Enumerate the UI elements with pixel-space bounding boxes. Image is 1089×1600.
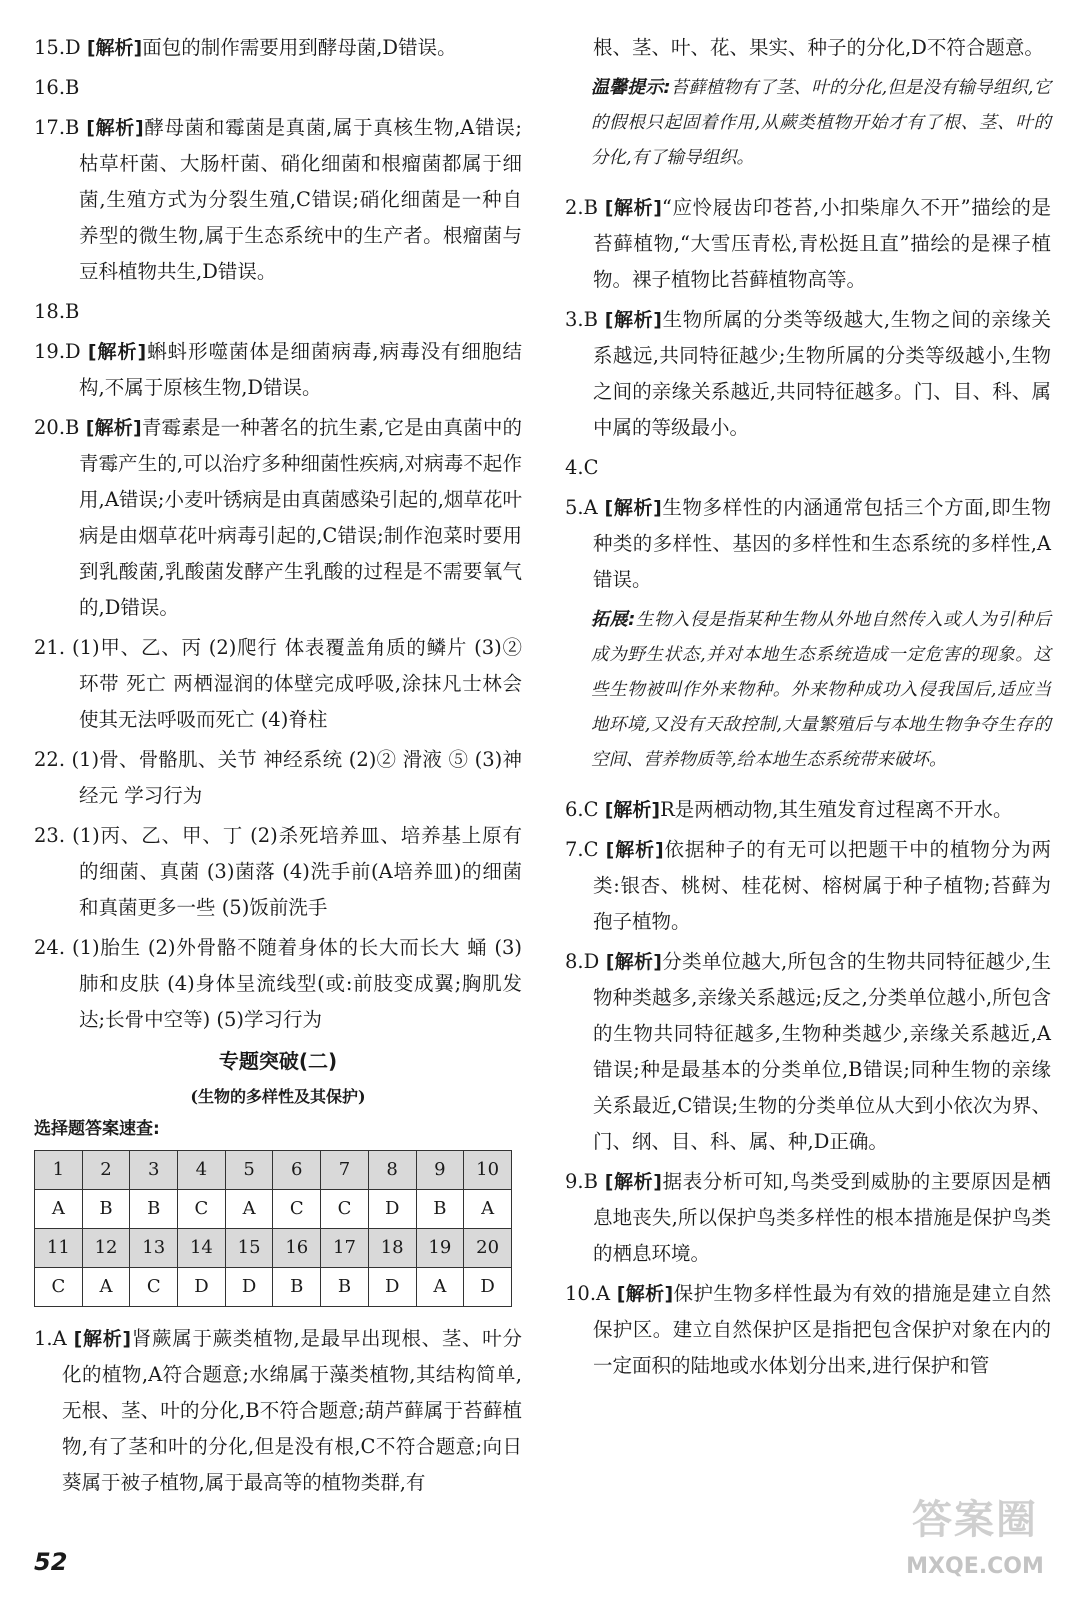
- question-number-cell: 6: [273, 1151, 321, 1190]
- answer-number: 7.C: [565, 838, 599, 861]
- analysis-tag: [解析]: [605, 839, 664, 861]
- answer-number: 19.D: [34, 340, 81, 363]
- analysis-tag: [解析]: [604, 1171, 662, 1193]
- answer-item: [565, 792, 1051, 828]
- question-number-cell: 18: [368, 1229, 416, 1268]
- answer-number: 16.B: [34, 76, 80, 99]
- question-number-cell: 11: [35, 1229, 83, 1268]
- analysis-tag: [解析]: [604, 309, 662, 331]
- question-number-cell: 15: [225, 1229, 273, 1268]
- answer-text: 蝌蚪形噬菌体是细菌病毒,病毒没有细胞结构,不属于原核生物,D错误。: [79, 340, 522, 399]
- answer-table-number-row: [35, 1229, 512, 1268]
- question-number-cell: 8: [368, 1151, 416, 1190]
- answer-cell: B: [82, 1190, 130, 1229]
- right-answer-list-b: [565, 792, 1051, 1384]
- answer-item: [34, 410, 522, 626]
- answer-table-answer-row: [35, 1190, 512, 1229]
- answer-number: 6.C: [565, 798, 599, 821]
- question-number-cell: 10: [464, 1151, 512, 1190]
- answer-number: 22.: [34, 748, 66, 771]
- question-number-cell: 1: [35, 1151, 83, 1190]
- quick-answer-label: 选择题答案速查:: [34, 1119, 160, 1139]
- analysis-tag: [解析]: [604, 197, 662, 219]
- question-number-cell: 7: [321, 1151, 369, 1190]
- answer-number: 23.: [34, 824, 66, 847]
- answer-text: 分类单位越大,所包含的生物共同特征越少,生物种类越多,亲缘关系越远;反之,分类单位越小,所包含的生物共同特征越多,生物种类越少,亲缘关系越近,A错误;种是最基本的分类单位,B错误;同种生物的亲缘关系最近,C错误;生物的分类单位从大到小依次为界、门、纲、目、科、属、种,D正确。: [593, 950, 1052, 1153]
- answer-number: 18.B: [34, 300, 80, 323]
- answer-cell: C: [321, 1190, 369, 1229]
- answer-number: 2.B: [565, 196, 598, 219]
- analysis-tag: [解析]: [86, 37, 143, 59]
- question-number-cell: 5: [225, 1151, 273, 1190]
- extension-text: 生物入侵是指某种生物从外地自然传入或人为引种后成为野生状态,并对本地生态系统造成一定危害的现象。这些生物被叫作外来物种。外来物种成功入侵我国后,适应当地环境,又没有天敌控制,大量繁殖后与本地生物争夺生存的空间、营养物质等,给本地生态系统带来破坏。: [591, 610, 1051, 770]
- answer-item: [34, 334, 522, 406]
- answer-table-answer-row: [35, 1268, 512, 1307]
- watermark-url: MXQE.COM: [906, 1554, 1044, 1579]
- question-number-cell: 13: [130, 1229, 178, 1268]
- answer-item: [565, 450, 1051, 486]
- answer-cell: A: [82, 1268, 130, 1307]
- watermark-text: 答案圈: [912, 1497, 1038, 1543]
- analysis-tag: [解析]: [604, 497, 662, 519]
- answer-item: [34, 110, 522, 290]
- answer-item: [565, 832, 1051, 940]
- answer-table-number-row: [35, 1151, 512, 1190]
- answer-item: [34, 630, 522, 738]
- answer-text: 生物所属的分类等级越大,生物之间的亲缘关系越远,共同特征越少;生物所属的分类等级越小,生物之间的亲缘关系越近,共同特征越多。门、目、科、属中属的等级最小。: [593, 308, 1052, 439]
- answer-item: [565, 302, 1051, 446]
- answer-text: 据表分析可知,鸟类受到威胁的主要原因是栖息地丧失,所以保护鸟类多样性的根本措施是保护鸟类的栖息环境。: [593, 1170, 1052, 1265]
- answer-item: [565, 1164, 1051, 1272]
- question-number-cell: 9: [416, 1151, 464, 1190]
- question-number-cell: 3: [130, 1151, 178, 1190]
- answer-number: 9.B: [565, 1170, 598, 1193]
- answer-cell: D: [368, 1190, 416, 1229]
- answer-cell: C: [130, 1268, 178, 1307]
- answer-number: 24.: [34, 936, 66, 959]
- watermark-logo: [890, 1492, 1060, 1592]
- answer-item: [34, 294, 522, 330]
- answer-cell: C: [35, 1268, 83, 1307]
- left-column: [34, 30, 522, 1505]
- answer-cell: C: [178, 1190, 226, 1229]
- answer-cell: A: [35, 1190, 83, 1229]
- answer-item: 1.A [解析]肾蕨属于蕨类植物,是最早出现根、茎、叶分化的植物,A符合题意;水绵属于藻类植物,其结构简单,无根、茎、叶的分化,B不符合题意;葫芦藓属于苔藓植物,有了茎和叶的分化,但是没有根,C不符合题意;向日葵属于被子植物,属于最高等的植物类群,有: [34, 1327, 523, 1494]
- answer-cell: C: [273, 1190, 321, 1229]
- question-number-cell: 16: [273, 1229, 321, 1268]
- answer-item: [34, 930, 522, 1038]
- answer-item: [565, 490, 1051, 598]
- analysis-tag: [解析]: [87, 341, 147, 363]
- answer-text: (1)骨、骨骼肌、关节 神经系统 (2)② 滑液 ⑤ (3)神经元 学习行为: [71, 748, 523, 807]
- page-number: 52: [34, 1548, 68, 1576]
- question-number-cell: 20: [464, 1229, 512, 1268]
- question-number-cell: 12: [82, 1229, 130, 1268]
- tip-box: [591, 70, 1051, 176]
- answer-table: [34, 1150, 512, 1307]
- answer-number: 15.D: [34, 36, 81, 59]
- answer-text: “应怜屐齿印苍苔,小扣柴扉久不开”描绘的是苔藓植物,“大雪压青松,青松挺且直”描绘的是裸子植物。裸子植物比苔藓植物高等。: [593, 196, 1051, 291]
- left-answer-list: [34, 30, 522, 1038]
- answer-text: 生物多样性的内涵通常包括三个方面,即生物种类的多样性、基因的多样性和生态系统的多样性,A错误。: [593, 496, 1051, 591]
- answer-text: (1)丙、乙、甲、丁 (2)杀死培养皿、培养基上原有的细菌、真菌 (3)菌落 (4)洗手前(A培养皿)的细菌和真菌更多一些 (5)饭前洗手: [72, 824, 522, 919]
- answer-cell: B: [321, 1268, 369, 1307]
- answer-text: 青霉素是一种著名的抗生素,它是由真菌中的青霉产生的,可以治疗多种细菌性疾病,对病毒不起作用,A错误;小麦叶锈病是由真菌感染引起的,烟草花叶病是由烟草花叶病毒引起的,C错误;制作泡菜时要用到乳酸菌,乳酸菌发酵产生乳酸的过程是不需要氧气的,D错误。: [79, 416, 523, 619]
- answer-item: [565, 190, 1051, 298]
- answer-cell: A: [464, 1190, 512, 1229]
- tip-text: 苔藓植物有了茎、叶的分化,但是没有输导组织,它的假根只起固着作用,从蕨类植物开始才有了根、茎、叶的分化,有了输导组织。: [591, 78, 1052, 168]
- answer-text: 保护生物多样性最为有效的措施是建立自然保护区。建立自然保护区是指把包含保护对象在内的一定面积的陆地或水体划分出来,进行保护和管: [593, 1282, 1051, 1377]
- answer-cell: B: [273, 1268, 321, 1307]
- answer-item: [34, 818, 522, 926]
- answer-number: 3.B: [565, 308, 598, 331]
- analysis-tag: [解析]: [86, 117, 144, 139]
- continued-text: 根、茎、叶、花、果实、种子的分化,D不符合题意。: [593, 36, 1044, 59]
- answer-number: 20.B: [34, 416, 80, 439]
- answer-item: [34, 742, 522, 814]
- answer-number: 17.B: [34, 116, 80, 139]
- answer-cell: B: [416, 1190, 464, 1229]
- right-answer-list-a: [565, 190, 1051, 598]
- answer-number: 4.C: [565, 456, 599, 479]
- extension-box: [591, 602, 1051, 778]
- answer-text: R是两栖动物,其生殖发育过程离不开水。: [660, 798, 1013, 821]
- answer-cell: D: [464, 1268, 512, 1307]
- answer-cell: B: [130, 1190, 178, 1229]
- answer-number: 8.D: [565, 950, 600, 973]
- analysis-tag: [解析]: [85, 417, 142, 439]
- question-number-cell: 19: [416, 1229, 464, 1268]
- answer-text: 依据种子的有无可以把题干中的植物分为两类:银杏、桃树、桂花树、榕树属于种子植物;苔藓为孢子植物。: [593, 838, 1051, 933]
- answer-text: 酵母菌和霉菌是真菌,属于真核生物,A错误;枯草杆菌、大肠杆菌、硝化细菌和根瘤菌都属于细菌,生殖方式为分裂生殖,C错误;硝化细菌是一种自养型的微生物,属于生态系统中的生产者。根瘤菌与豆科植物共生,D错误。: [79, 116, 522, 283]
- answer-cell: D: [178, 1268, 226, 1307]
- answer-item: [565, 1276, 1051, 1384]
- answer-cell: D: [225, 1268, 273, 1307]
- answer-item: [34, 30, 522, 66]
- tip-label: 温馨提示:: [591, 77, 671, 98]
- question-number-cell: 4: [178, 1151, 226, 1190]
- answer-number: 10.A: [565, 1282, 611, 1305]
- section-subtitle: (生物的多样性及其保护): [190, 1087, 366, 1106]
- question-number-cell: 14: [178, 1229, 226, 1268]
- answer-text: (1)甲、乙、丙 (2)爬行 体表覆盖角质的鳞片 (3)② 环带 死亡 两栖湿润的体壁完成呼吸,涂抹凡士林会使其无法呼吸而死亡 (4)脊柱: [72, 636, 522, 731]
- extension-label: 拓展:: [591, 609, 636, 630]
- right-column: [565, 30, 1051, 1388]
- analysis-tag: [解析]: [605, 951, 662, 973]
- answer-number: 21.: [34, 636, 66, 659]
- answer-text: (1)胎生 (2)外骨骼不随着身体的长大而长大 蛹 (3)肺和皮肤 (4)身体呈流线型(或:前肢变成翼;胸肌发达;长骨中空等) (5)学习行为: [72, 936, 522, 1031]
- answer-item: [565, 944, 1051, 1160]
- answer-item: [34, 70, 522, 106]
- section-title: 专题突破(二): [218, 1049, 338, 1073]
- analysis-tag: [解析]: [616, 1283, 674, 1305]
- analysis-tag: [解析]: [604, 799, 661, 821]
- answer-cell: D: [368, 1268, 416, 1307]
- question-number-cell: 17: [321, 1229, 369, 1268]
- question-number-cell: 2: [82, 1151, 130, 1190]
- answer-cell: A: [416, 1268, 464, 1307]
- answer-text: 面包的制作需要用到酵母菌,D错误。: [142, 36, 457, 59]
- answer-cell: A: [225, 1190, 273, 1229]
- answer-number: 5.A: [565, 496, 598, 519]
